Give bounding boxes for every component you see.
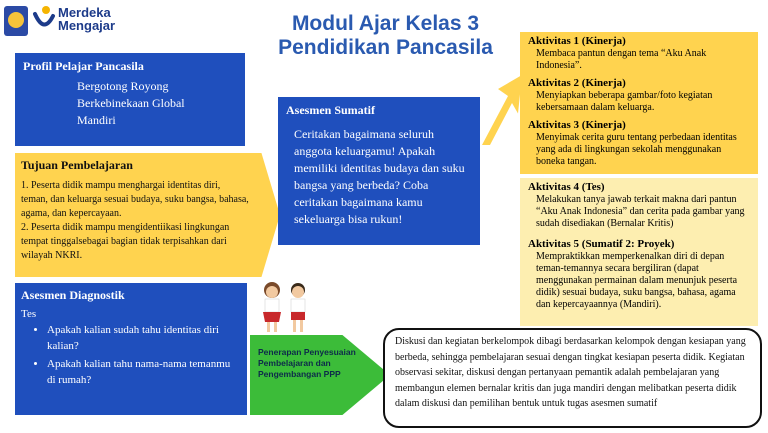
aktivitas-item	[528, 119, 750, 168]
asesmen-sumatif-heading: Asesmen Sumatif	[286, 103, 375, 117]
aktivitas-title: Aktivitas 4 (Tes)	[528, 181, 605, 193]
tujuan-heading: Tujuan Pembelajaran	[21, 158, 133, 172]
aktivitas-desc: Menyiapkan beberapa gambar/foto kegiatan kebersamaan dalam keluarga.	[536, 90, 713, 113]
brand-line-2: Mengajar	[58, 18, 116, 33]
emblem-icon	[4, 6, 28, 36]
list-item: • Apakah kalian tahu nama-nama temanmu di rumah?	[47, 356, 241, 388]
penerapan-line-1: Penerapan Penyesuaian	[258, 347, 356, 357]
asesmen-sumatif-box	[278, 97, 480, 245]
brand-name	[58, 6, 115, 32]
aktivitas-desc: Menyimak cerita guru tentang perbedaan identitas yang ada di lingkungan sekolah menggunakan boneka tangan.	[536, 132, 737, 167]
kid-boy-icon	[291, 283, 305, 332]
penerapan-line-2: Pembelajaran dan	[258, 358, 331, 368]
aktivitas-panel-1	[520, 32, 758, 174]
aktivitas-desc: Melakukan tanya jawab terkait makna dari pantun “Aku Anak Indonesia” dan cerita pada gambar yang sudah disediakan (Bernalar Kritis)	[536, 194, 745, 229]
kid-girl-icon	[263, 282, 281, 332]
asesmen-diagnostik-heading: Asesmen Diagnostik	[21, 288, 125, 302]
kids-illustration	[254, 278, 318, 338]
page-title	[258, 12, 513, 60]
aktivitas-title: Aktivitas 5 (Sumatif 2: Proyek)	[528, 238, 675, 250]
aktivitas-panel-2	[520, 178, 758, 326]
aktivitas-title: Aktivitas 3 (Kinerja)	[528, 119, 626, 131]
asesmen-diagnostik-box	[15, 283, 247, 415]
tujuan-point-2: 2. Peserta didik mampu mengidentiikasi lingkungan tempat tinggalsebagai bagian tidak terpisahkan dari wilayah NKRI.	[21, 222, 230, 261]
penerapan-label	[258, 347, 358, 380]
profil-item: Mandiri	[77, 113, 116, 127]
aktivitas-desc: Membaca pantun dengan tema “Aku Anak Indonesia”.	[536, 48, 707, 71]
tujuan-point-1: 1. Peserta didik mampu menghargai identitas diri, teman, dan keluarga sesuai budaya, suku bangsa, bahasa, agama, dan kepercayaan.	[21, 180, 249, 219]
profil-pelajar-box	[15, 53, 245, 146]
aktivitas-title: Aktivitas 2 (Kinerja)	[528, 77, 626, 89]
arrow-up-right-icon	[482, 75, 522, 145]
diskusi-box: Diskusi dan kegiatan berkelompok dibagi berdasarkan kelompok dengan kesiapan yang berbeda, sehingga pembelajaran sesuai dengan tingkat kesiapan peserta didik. Kegiatan observasi sekitar, diskusi dengan pertanyaan pemantik adalah pembelajaran yang membangun elemen bernalar kritis dan juga mandiri dengan melibatkan peserta didik dalam diskusi dan pemilihan bentuk untuk tugas asesmen sumatif	[383, 328, 762, 428]
aktivitas-item	[528, 181, 750, 230]
asesmen-diagnostik-list	[21, 322, 241, 388]
merdeka-mengajar-logo-icon	[32, 4, 56, 38]
asesmen-sumatif-text: Ceritakan bagaimana seluruh anggota keluargamu! Apakah memiliki identitas budaya dan suku bangsa yang berbeda? Coba ceritakan bagaimana kamu sekeluarga bisa rukun!	[294, 127, 465, 226]
aktivitas-item	[528, 77, 750, 114]
aktivitas-title: Aktivitas 1 (Kinerja)	[528, 35, 626, 47]
tujuan-pembelajaran-box	[15, 153, 280, 277]
title-line-1: Modul Ajar Kelas 3	[291, 12, 480, 35]
penerapan-line-3: Pengembangan PPP	[258, 369, 341, 379]
aktivitas-item	[528, 35, 750, 72]
brand-line-1: Merdeka	[58, 5, 111, 20]
aktivitas-item	[528, 238, 750, 311]
profil-heading: Profil Pelajar Pancasila	[23, 59, 144, 73]
list-item: • Apakah kalian sudah tahu identitas diri kalian?	[47, 322, 241, 354]
aktivitas-desc: Mempraktikkan memperkenalkan diri di depan teman-temannya secara bergiliran (dapat menggunakan permainan dalam menunjuk peserta didik) sesuai budaya, suku bangsa, bahasa, agama dan kepercayaannya (Mandiri).	[536, 251, 738, 310]
profil-item: Bergotong Royong	[77, 79, 169, 93]
asesmen-diagnostik-tes: Tes	[21, 308, 37, 320]
title-line-2: Pendidikan Pancasila	[278, 36, 493, 59]
profil-item: Berkebinekaan Global	[77, 96, 185, 110]
